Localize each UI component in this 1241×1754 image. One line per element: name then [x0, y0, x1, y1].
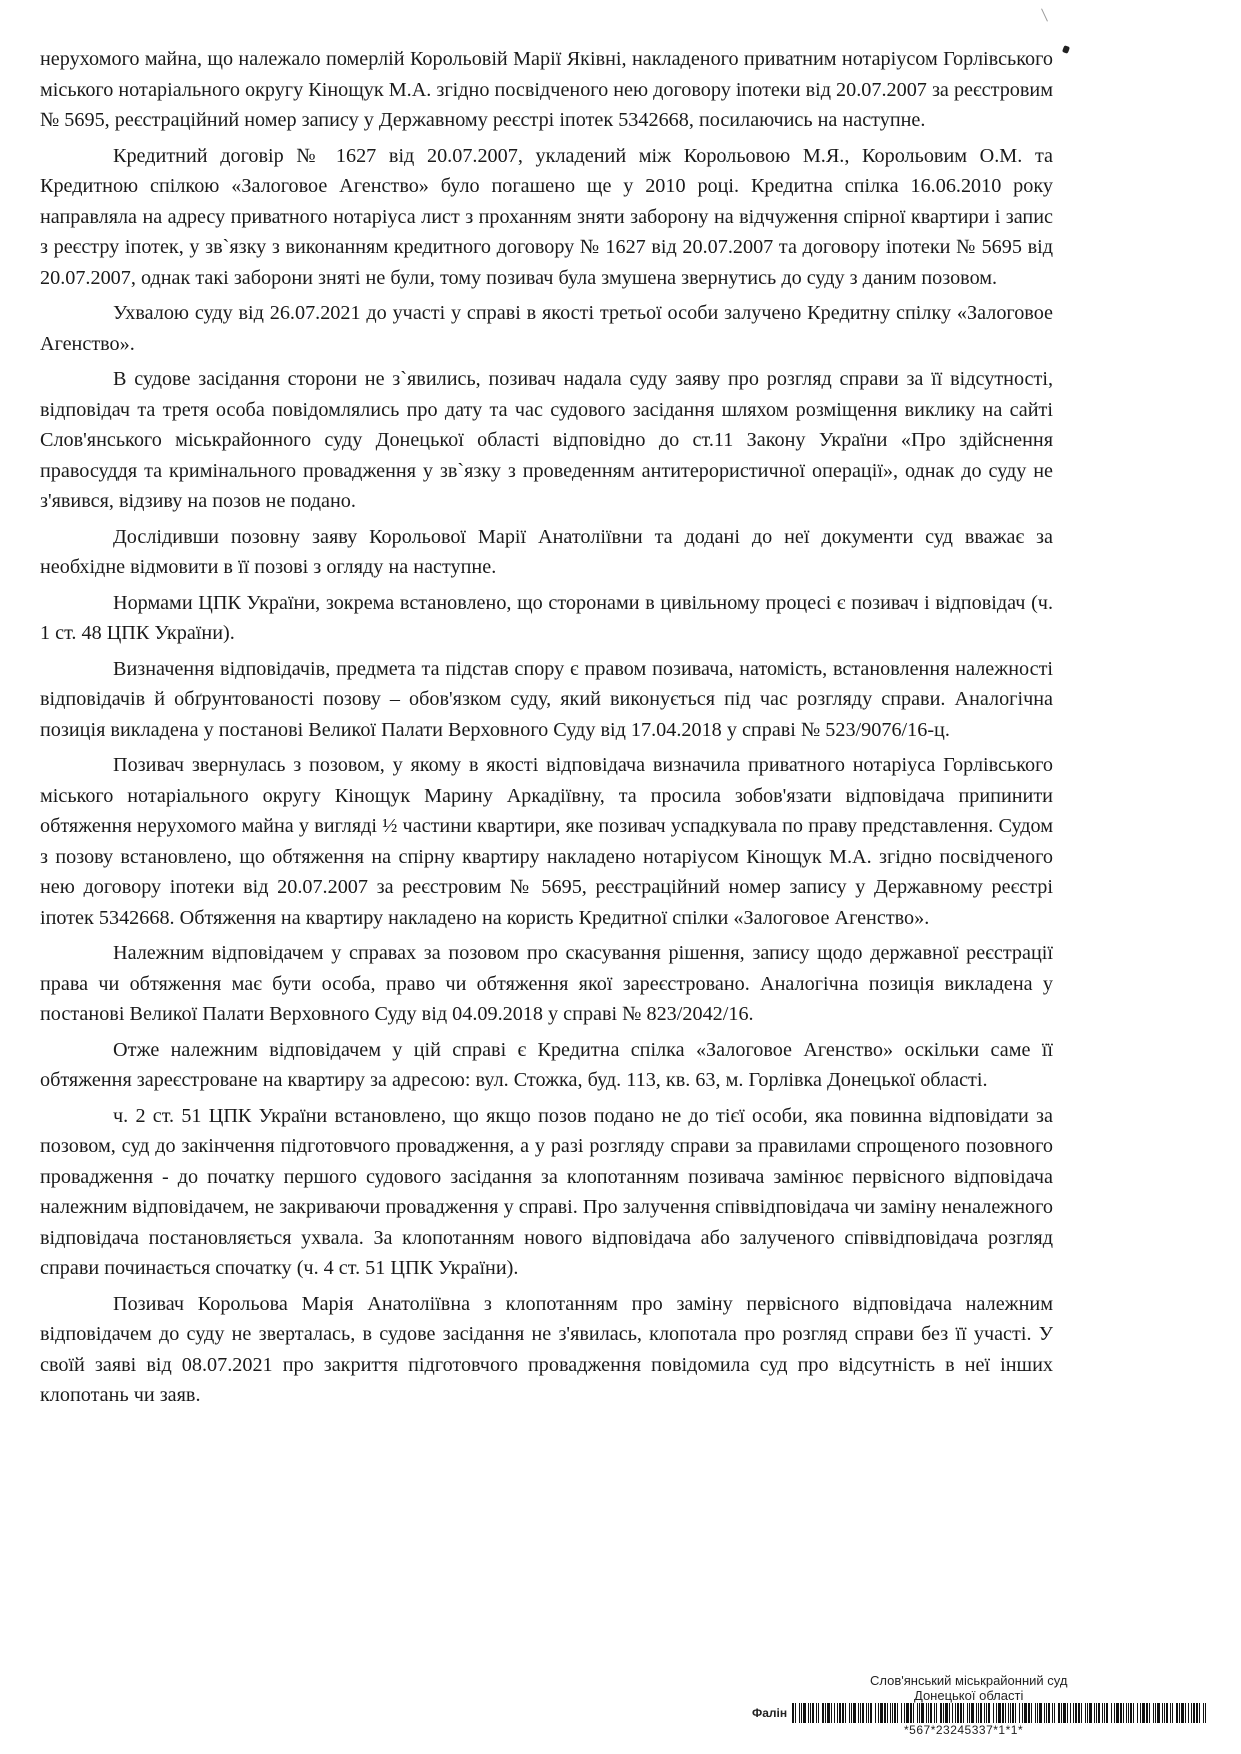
barcode-bar [1128, 1703, 1129, 1723]
barcode-bar [1052, 1703, 1053, 1723]
barcode-bar [1203, 1703, 1204, 1723]
paragraph: нерухомого майна, що належало померлій Корольовій Марії Яківні, накладеного приватним нотаріусом Горлівського міського нотаріального округу Кінощук М.А. згідно посвідченого нею договору іпотеки від 20.07.2007 за реєстровим № 5695, реєстраційний номер запису у Державному реєстрі іпотек 5342668, посилаючись на наступне. [40, 48, 1053, 131]
barcode-bar [1028, 1703, 1030, 1723]
barcode-bar [1123, 1703, 1124, 1723]
scan-artifact [1062, 45, 1070, 54]
barcode-number: *567*23245337*1*1* [904, 1723, 1024, 1737]
barcode-bar [1094, 1703, 1095, 1723]
barcode-bar [810, 1703, 811, 1723]
barcode-bar [858, 1703, 859, 1723]
barcode-bar [1126, 1703, 1127, 1723]
barcode-bar [1102, 1703, 1103, 1723]
barcode-bar [1081, 1703, 1082, 1723]
barcode-bar [1075, 1703, 1077, 1723]
barcode-bar [967, 1703, 968, 1723]
paragraph: Належним відповідачем у справах за позовом про скасування рішення, запису щодо державної реєстрації права чи обтяження має бути особа, право чи обтяження якої зареєстровано. Аналогічна позиція викладена у постанові Великої Палати Верховного Суду від 04.09.2018 у справі № 823/2042/16. [40, 942, 1053, 1025]
barcode-bar [1164, 1703, 1165, 1723]
falin-label: Фалін [752, 1706, 788, 1720]
barcode-bar [1193, 1703, 1195, 1723]
barcode-bar [1130, 1703, 1132, 1723]
barcode-bar [926, 1703, 927, 1723]
barcode-bar [1037, 1703, 1038, 1723]
barcode-bar [969, 1703, 970, 1723]
paragraph: Отже належним відповідачем у цій справі є Кредитна спілка «Залоговое Агенство» оскільки саме її обтяження зареєстроване на квартиру за адресою: вул. Стожка, буд. 113, кв. 63, м. Горлівка Донецької області. [40, 1038, 1053, 1091]
barcode-bar [1015, 1703, 1016, 1723]
barcode-bar [1172, 1703, 1173, 1723]
barcode-bar [837, 1703, 838, 1723]
barcode-bar [875, 1703, 876, 1723]
barcode-bar [897, 1703, 898, 1723]
barcode-bar [1008, 1703, 1009, 1723]
barcode-bar [906, 1703, 909, 1723]
barcode [790, 1703, 1210, 1725]
paragraph: Ухвалою суду від 26.07.2021 до участі у справі в якості третьої особи залучено Кредитну спілку «Залоговое Агенство». [40, 302, 1053, 355]
barcode-bar [1162, 1703, 1163, 1723]
barcode-bar [1031, 1703, 1032, 1723]
paragraph: Позивач звернулась з позовом, у якому в якості відповідача визначила приватного нотаріуса Горлівського міського нотаріального округу Кінощук Марину Аркадіївну, та просила зобов'язати відповідача припинити обтяження нерухомого майна у вигляді ½ частини квартири, яке позивач успадкувала по праву представлення. Судом з позову встановлено, що обтяження на спірну квартиру накладено нотаріусом Кінощук М.А. згідно посвідченого нею договору іпотеки від 20.07.2007 за реєстровим № 5695, реєстраційний номер запису у Державному реєстрі іпотек 5342668. Обтяження на квартиру накладено на користь Кредитної спілки «Залоговое Агенство». [40, 754, 1053, 929]
scan-artifact [1041, 8, 1048, 21]
barcode-bar [870, 1703, 872, 1723]
barcode-bar [1002, 1703, 1004, 1723]
paragraph: Нормами ЦПК України, зокрема встановлено, що сторонами в цивільному процесі є позивач і відповідач (ч. 1 ст. 48 ЦПК України). [40, 591, 1053, 644]
barcode-bar [892, 1703, 893, 1723]
barcode-bar [930, 1703, 932, 1723]
barcode-bar [818, 1703, 819, 1723]
barcode-bar [1116, 1703, 1119, 1723]
barcode-bar [919, 1703, 920, 1723]
barcode-bar [884, 1703, 886, 1723]
document-body [40, 44, 1053, 1416]
barcode-bar [1089, 1703, 1092, 1723]
barcode-bar [849, 1703, 850, 1723]
barcode-bar [1155, 1703, 1156, 1723]
barcode-bar [887, 1703, 888, 1723]
barcode-bar [978, 1703, 979, 1723]
barcode-bar [1087, 1703, 1088, 1723]
barcode-bar [1012, 1703, 1014, 1723]
barcode-bar [993, 1703, 994, 1723]
barcode-bar [963, 1703, 964, 1723]
barcode-bar [1111, 1703, 1112, 1723]
paragraph: Кредитний договір № 1627 від 20.07.2007, укладений між Корольовою М.Я., Корольовим О.М. та Кредитною спілкою «Залоговое Агенство» було погашено ще у 2010 році. Кредитна спілка 16.06.2010 року направляла на адресу приватного нотаріуса лист з проханням зняти заборону на відчуження спірної квартири і запис з реєстру іпотек, у зв`язку з виконанням кредитного договору № 1627 від 20.07.2007 та договору іпотеки № 5695 від 20.07.2007, однак такі заборони зняті не були, тому позивач була змушена звернутись до суду з даним позовом. [40, 144, 1053, 289]
barcode-bar [1054, 1703, 1055, 1723]
barcode-bar [1106, 1703, 1108, 1723]
barcode-bar [1073, 1703, 1074, 1723]
paragraph: ч. 2 ст. 51 ЦПК України встановлено, що якщо позов подано не до тієї особи, яка повинна відповідати за позовом, суд до закінчення підготовчого провадження, а у разі розгляду справи за правилами спрощеного позовного провадження - до початку першого судового засідання за клопотанням позивача замінює первісного відповідача належним відповідачем, не закриваючи провадження у справі. Про залучення співвідповідача чи заміну неналежного відповідача постановляється ухвала. За клопотанням нового відповідача або залученого співвідповідача розгляд справи починається спочатку (ч. 4 ст. 51 ЦПК України). [40, 1104, 1053, 1279]
barcode-bar [955, 1703, 956, 1723]
barcode-bar [1096, 1703, 1097, 1723]
barcode-bar [839, 1703, 841, 1723]
barcode-bar [1019, 1703, 1020, 1723]
barcode-bar [1010, 1703, 1011, 1723]
barcode-bar [866, 1703, 867, 1723]
barcode-bar [1114, 1703, 1115, 1723]
barcode-bar [1046, 1703, 1047, 1723]
barcode-bar [988, 1703, 990, 1723]
barcode-bar [998, 1703, 1001, 1723]
barcode-bar [984, 1703, 985, 1723]
barcode-bar [862, 1703, 864, 1723]
paragraph: Дослідивши позовну заяву Корольової Марії Анатоліївни та додані до неї документи суд вважає за необхідне відмовити в її позові з огляду на наступне. [40, 525, 1053, 578]
barcode-bar [1205, 1703, 1206, 1723]
barcode-bar [1142, 1703, 1145, 1723]
barcode-bar [1067, 1703, 1068, 1723]
barcode-bar [827, 1703, 830, 1723]
barcode-bar [960, 1703, 962, 1723]
barcode-bar [1137, 1703, 1138, 1723]
barcode-bar [1199, 1703, 1200, 1723]
barcode-bar [1166, 1703, 1168, 1723]
barcode-bar [860, 1703, 861, 1723]
barcode-bar [894, 1703, 896, 1723]
barcode-bar [936, 1703, 937, 1723]
barcode-bar [1085, 1703, 1086, 1723]
barcode-bar [792, 1703, 794, 1723]
barcode-bar [1191, 1703, 1192, 1723]
barcode-bar [1048, 1703, 1050, 1723]
barcode-bar [801, 1703, 802, 1723]
barcode-bar [934, 1703, 935, 1723]
barcode-bar [1176, 1703, 1178, 1723]
barcode-bar [831, 1703, 832, 1723]
barcode-bar [949, 1703, 950, 1723]
barcode-bar [880, 1703, 883, 1723]
barcode-bar [1061, 1703, 1062, 1723]
barcode-bar [1179, 1703, 1180, 1723]
barcode-bar [996, 1703, 997, 1723]
barcode-bar [1078, 1703, 1080, 1723]
barcode-bar [1024, 1703, 1027, 1723]
barcode-bar [980, 1703, 982, 1723]
barcode-bar [808, 1703, 809, 1723]
barcode-bar [976, 1703, 977, 1723]
barcode-bar [1035, 1703, 1036, 1723]
barcode-bar [1058, 1703, 1060, 1723]
barcode-bar [1170, 1703, 1171, 1723]
court-stamp [752, 1673, 1222, 1743]
barcode-bar [1070, 1703, 1071, 1723]
barcode-bar [890, 1703, 891, 1723]
barcode-bar [1039, 1703, 1042, 1723]
barcode-bar [851, 1703, 852, 1723]
barcode-bar [1140, 1703, 1141, 1723]
barcode-bar [799, 1703, 800, 1723]
barcode-bar [910, 1703, 912, 1723]
barcode-bar [1196, 1703, 1198, 1723]
barcode-bar [842, 1703, 844, 1723]
barcode-bar [812, 1703, 814, 1723]
barcode-bar [957, 1703, 959, 1723]
barcode-bar [822, 1703, 824, 1723]
barcode-bar [1157, 1703, 1160, 1723]
barcode-bar [816, 1703, 817, 1723]
court-region: Донецької області [914, 1688, 1024, 1703]
barcode-bar [901, 1703, 902, 1723]
barcode-bar [878, 1703, 879, 1723]
barcode-bar [1104, 1703, 1105, 1723]
barcode-bar [1188, 1703, 1189, 1723]
barcode-bar [1133, 1703, 1134, 1723]
barcode-bar [1181, 1703, 1184, 1723]
barcode-bar [1153, 1703, 1154, 1723]
barcode-bar [834, 1703, 835, 1723]
barcode-bar [943, 1703, 944, 1723]
court-name: Слов'янський міськрайонний суд [870, 1673, 1068, 1688]
barcode-bar [845, 1703, 846, 1723]
barcode-bar [1063, 1703, 1066, 1723]
barcode-bar [1005, 1703, 1006, 1723]
paragraph: В судове засідання сторони не з`явились, позивач надала суду заяву про розгляд справи за її відсутності, відповідач та третя особа повідомлялись про дату та час судового засідання шляхом розміщення виклику на сайті Слов'янського міськрайонного суду Донецької області відповідно до ст.11 Закону України «Про здійснення правосуддя та кримінального провадження у зв`язку з проведенням антитерористичної операції», однак до суду не з'явився, відзиву на позов не подано. [40, 368, 1053, 512]
barcode-bar [904, 1703, 905, 1723]
barcode-bar [986, 1703, 987, 1723]
barcode-bar [917, 1703, 918, 1723]
barcode-bar [913, 1703, 914, 1723]
barcode-bar [853, 1703, 856, 1723]
barcode-bar [952, 1703, 953, 1723]
paragraph: Позивач Корольова Марія Анатоліївна з клопотанням про заміну первісного відповідача належним відповідачем до суду не зверталась, в судове засідання не з'явилась, клопотала про розгляд справи без її участі. У своїй заяві від 08.07.2021 про закриття підготовчого провадження повідомила суд про відсутність в неї інших клопотань чи заяв. [40, 1292, 1053, 1406]
barcode-bar [1185, 1703, 1186, 1723]
barcode-bar [945, 1703, 948, 1723]
barcode-bar [825, 1703, 826, 1723]
barcode-bar [1044, 1703, 1045, 1723]
barcode-bar [971, 1703, 974, 1723]
barcode-bar [795, 1703, 796, 1723]
barcode-bar [940, 1703, 942, 1723]
barcode-bar [1120, 1703, 1122, 1723]
barcode-bar [1149, 1703, 1150, 1723]
barcode-bar [1022, 1703, 1023, 1723]
paragraph: Визначення відповідачів, предмета та підстав спору є правом позивача, натомість, встановлення належності відповідачів й обґрунтованості позову – обов'язком суду, який виконується під час розгляду справи. Аналогічна позиція викладена у постанові Великої Палати Верховного Суду від 17.04.2018 у справі № 523/9076/16-ц. [40, 657, 1053, 741]
barcode-bar [803, 1703, 806, 1723]
barcode-bar [928, 1703, 929, 1723]
barcode-bar [1098, 1703, 1100, 1723]
barcode-bar [868, 1703, 869, 1723]
barcode-bar [921, 1703, 924, 1723]
barcode-bar [1146, 1703, 1148, 1723]
